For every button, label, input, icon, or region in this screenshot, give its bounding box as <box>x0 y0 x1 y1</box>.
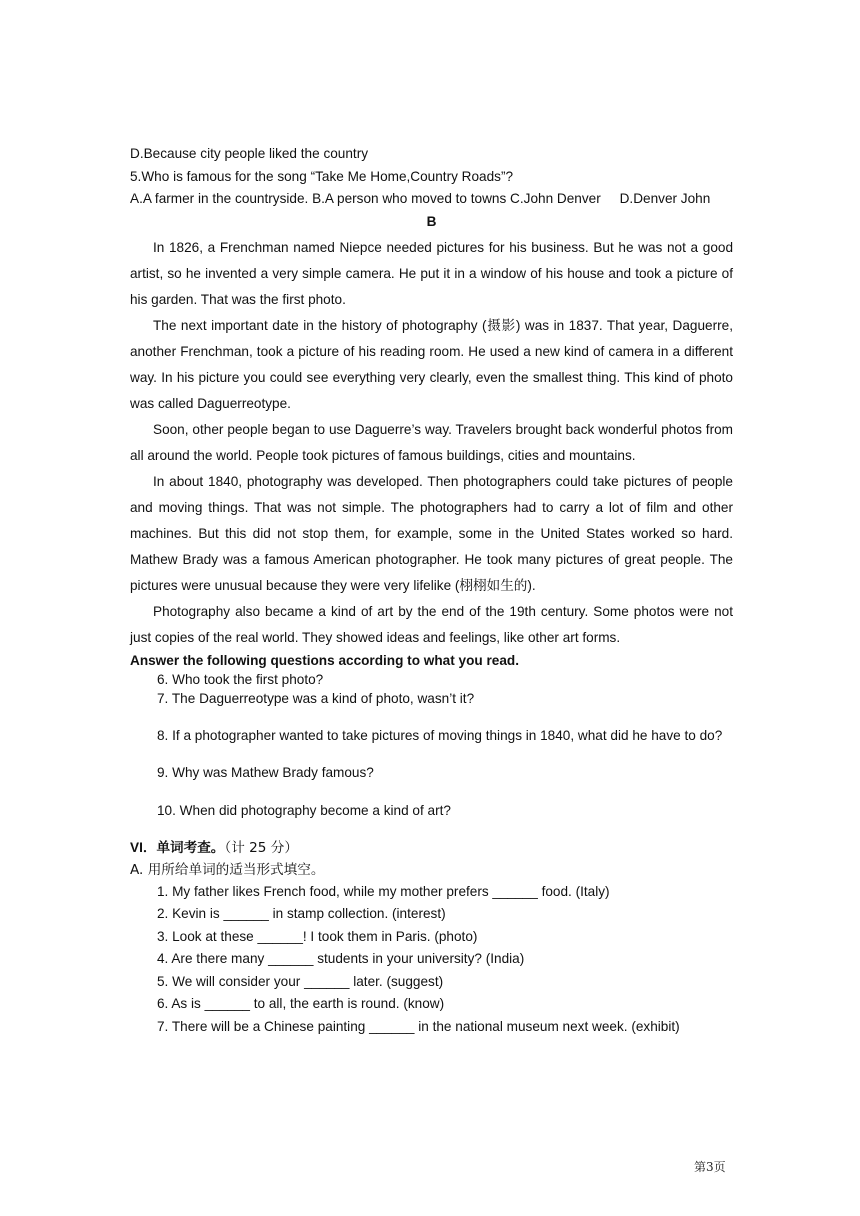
passage-paragraph-3: Soon, other people began to use Daguerre’s way. Travelers brought back wonderful photos from all around the world. People took pictures of famous buildings, cities and mountains. <box>130 421 733 463</box>
section-vi-score: （计 25 分） <box>224 839 298 856</box>
vocab-item-7: 7. There will be a Chinese painting ______ in the national museum next week. (exhibit) <box>157 1019 680 1035</box>
passage-paragraph-5: Photography also became a kind of art by the end of the 19th century. Some photos were not just copies of the real world. They showed ideas and feelings, like other art forms. <box>130 603 733 645</box>
question-10: 10. When did photography become a kind of art? <box>157 802 451 818</box>
vocab-item-6: 6. As is ______ to all, the earth is round. (know) <box>157 996 445 1012</box>
vocab-item-5: 5. We will consider your ______ later. (suggest) <box>157 973 444 989</box>
page-content <box>130 143 733 1039</box>
page-number: 第3页 <box>694 1160 726 1174</box>
question-9: 9. Why was Mathew Brady famous? <box>157 764 374 780</box>
section-vi-title <box>130 837 733 859</box>
question-8: 8. If a photographer wanted to take pictures of moving things in 1840, what did he have to do? <box>157 727 723 743</box>
option-d-line: D.Because city people liked the country <box>130 146 369 161</box>
section-vi-heading: 单词考查。 <box>156 839 225 855</box>
answer-heading: Answer the following questions according to what you read. <box>130 652 519 668</box>
question-5-options: A.A farmer in the countryside. B.A person who moved to towns C.John Denver D.Denver John <box>130 191 711 206</box>
question-6: 6. Who took the first photo? <box>157 671 324 687</box>
passage-paragraph-2: The next important date in the history of photography (摄影) was in 1837. That year, Daguerre, another Frenchman, took a picture of his reading room. He used a new kind of camera in a different way. In his picture you could see everything very clearly, even the smallest thing. This kind of photo was called Daguerreotype. <box>130 317 733 411</box>
passage-paragraph-4: In about 1840, photography was developed. Then photographers could take pictures of people and moving things. That was not simple. The photographers had to carry a lot of film and other machines. But this did not stop them, for example, some in the United States worked so hard. Mathew Brady was a famous American photographer. He took many pictures of great people. The pictures were unusual because they were very lifelike (栩栩如生的). <box>130 473 733 593</box>
passage-paragraph-1: In 1826, a Frenchman named Niepce needed pictures for his business. But he was not a good artist, so he invented a very simple camera. He put it in a window of his house and took a picture of his garden. That was the first photo. <box>130 239 733 307</box>
vocab-item-4: 4. Are there many ______ students in your university? (India) <box>157 951 525 967</box>
vocab-item-1: 1. My father likes French food, while my mother prefers ______ food. (Italy) <box>157 883 610 899</box>
vocab-item-3: 3. Look at these ______! I took them in Paris. (photo) <box>157 928 478 944</box>
section-vi-subtitle-a: A. 用所给单词的适当形式填空。 <box>130 861 325 878</box>
section-b-label: B <box>426 213 437 229</box>
section-vi-label: VI． <box>130 839 157 855</box>
vocab-item-2: 2. Kevin is ______ in stamp collection. (interest) <box>157 906 446 922</box>
question-5: 5.Who is famous for the song “Take Me Home,Country Roads”? <box>130 168 514 184</box>
question-7: 7. The Daguerreotype was a kind of photo, wasn’t it? <box>157 690 475 706</box>
